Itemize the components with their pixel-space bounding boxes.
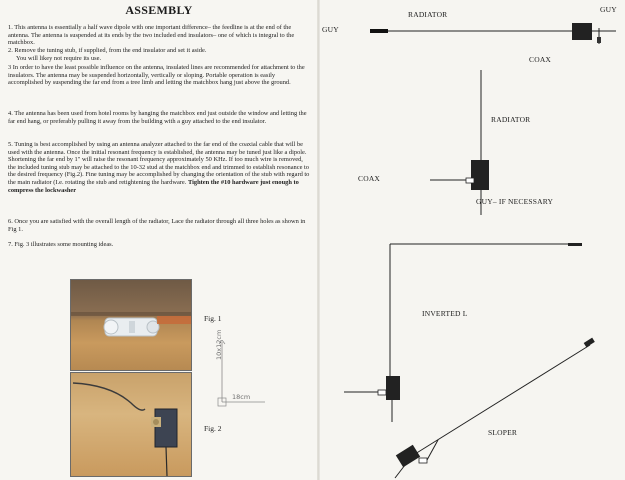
invl-matchbox — [386, 376, 400, 400]
paragraph-3: 3 In order to have the least possible influence on the antenna, insulated lines are recommended for attachment to the insulators. The antenna may be suspended horizontally, vertically or sloping. Portable operation is easily accomplished by suspending the far end from a tree limb and letting the matchbox hang just above the ground. — [8, 64, 305, 87]
v-radiator-label: RADIATOR — [491, 115, 531, 124]
hand-vertical-note: 10x12cm — [215, 329, 223, 360]
fig1-label: Fig. 1 — [204, 314, 222, 323]
h-guy-right-label: GUY — [600, 5, 617, 14]
mounting-diagram — [320, 0, 625, 480]
fig2-label: Fig. 2 — [204, 424, 222, 433]
hand-horizontal-note: 18cm — [232, 393, 251, 401]
paragraph-5-bold: Tighten the #10 hardware just enough to compress the lockwasher — [8, 178, 299, 194]
paragraph-2: 2. Remove the tuning stub, if supplied, from the end insulator and set it aside. — [8, 47, 207, 54]
fig1-photo — [70, 279, 192, 371]
right-page — [320, 0, 625, 480]
sloper-matchbox — [396, 445, 420, 467]
paragraph-5-text: 5. Tuning is best accomplished by using an antenna analyzer attached to the far end of the coaxial cable that will be used with the antenna. Once the initial resonant frequency is established, the antenna may be tuned just like a dipole. Shortening the far end by 1" will raise the resonant frequency approximately 50 KHz. If too much wire is removed, the included tuning stub may be attached to the 10-32 stud at the matchbox end and trimmed to establish resonance to the desired frequency (Fig.2). Fine tuning may be accomplished by changing the orientation of the stub with regard to the main radiator (I.e. rotating the stub and retightening the hardware. — [8, 141, 310, 186]
h-radiator-label: RADIATOR — [408, 10, 448, 19]
paragraph-2-note: You will likey not require its use. — [16, 55, 102, 62]
h-guy-left-label: GUY — [322, 25, 339, 34]
paragraph-1: 1. This antenna is essentially a half wave dipole with one important difference– the feedline is at the end of the antenna. The antenna is suspended at its ends by the two included end insulators– one of which is integral to the matchbox. — [8, 24, 295, 47]
paragraph-5 — [8, 141, 310, 194]
v-matchbox — [471, 160, 489, 190]
paragraph-7: 7. Fig. 3 illustrates some mounting ideas. — [8, 241, 114, 248]
v-guy-label: GUY– IF NECESSARY — [476, 197, 554, 206]
sloper-label: SLOPER — [488, 428, 518, 437]
paragraph-4: 4. The antenna has been used from hotel rooms by hanging the matchbox end just outside the window and letting the far end hang, or preferably pulling it away from the building with a guy attached to the end insulator. — [8, 110, 307, 125]
sloper-wire — [415, 345, 590, 454]
paragraph-6: 6. Once you are satisfied with the overall length of the radiator, Lace the radiator through all three holes as shown in Fig 1. — [8, 218, 306, 233]
page-title: ASSEMBLY — [125, 3, 193, 17]
inverted-l-label: INVERTED L — [422, 309, 468, 318]
fig2-photo — [70, 372, 192, 477]
h-coax-label: COAX — [529, 55, 552, 64]
fig1-matchbox-image — [71, 280, 191, 370]
fig2-stub-image — [71, 373, 191, 476]
h-matchbox — [572, 23, 592, 40]
v-coax-label: COAX — [358, 174, 381, 183]
